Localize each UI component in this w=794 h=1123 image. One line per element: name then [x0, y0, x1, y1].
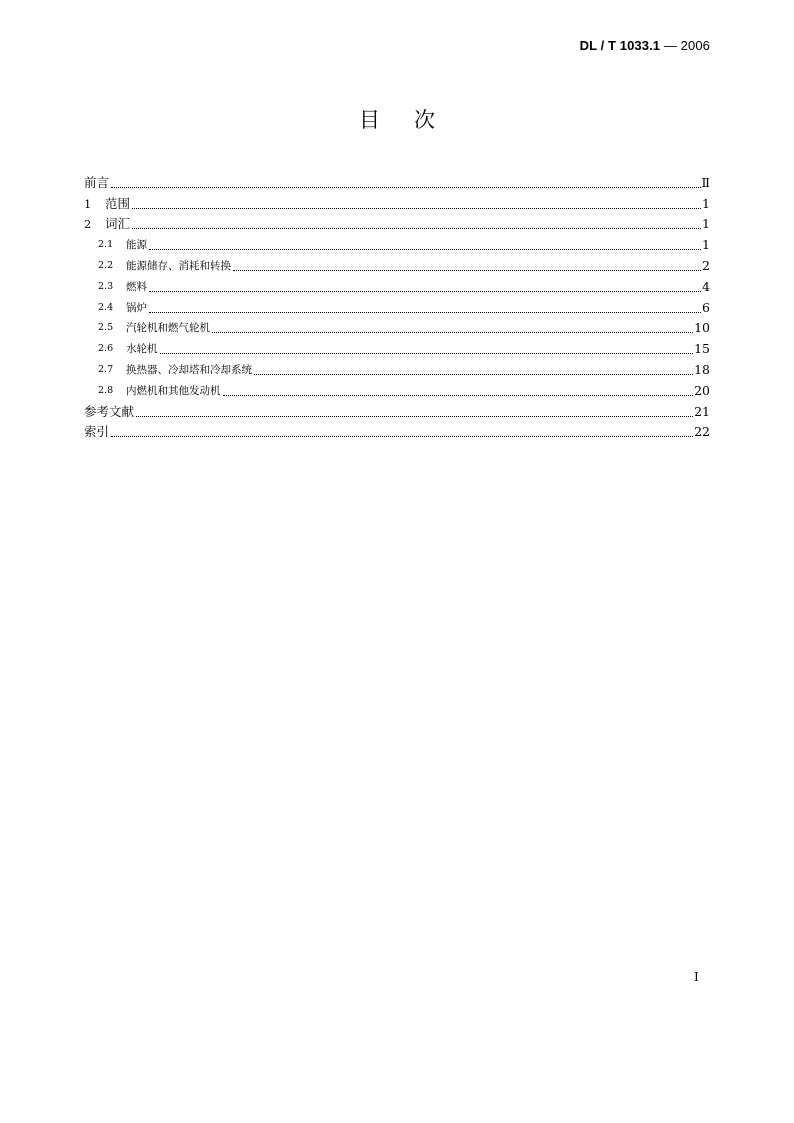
leader-dots [111, 435, 693, 437]
leader-dots [111, 186, 700, 188]
toc-entry-number: 2.4 [98, 301, 114, 313]
toc-entry-number: 2.1 [98, 239, 114, 251]
toc-entry-page: 21 [694, 403, 710, 419]
leader-dots [149, 311, 701, 313]
toc-entry-label: 索引 [84, 424, 110, 440]
toc-entry-label: 水轮机 [126, 343, 158, 356]
toc-entry-number: 2.3 [98, 280, 114, 292]
toc-entry-page: 22 [694, 424, 710, 440]
leader-dots [233, 269, 701, 271]
table-of-contents [84, 170, 710, 440]
toc-subentry[interactable] [84, 316, 710, 337]
toc-entry-references[interactable] [84, 399, 710, 420]
toc-entry-label: 参考文献 [84, 403, 135, 419]
toc-entry-page: 10 [694, 320, 710, 336]
leader-dots [149, 248, 701, 250]
toc-entry-page: 1 [702, 195, 710, 211]
page-number: I [694, 970, 699, 984]
toc-subentry[interactable] [84, 253, 710, 274]
leader-dots [160, 352, 694, 354]
toc-entry-number: 2.2 [98, 259, 114, 271]
toc-entry-number: 2.6 [98, 343, 114, 355]
leader-dots [136, 415, 693, 417]
standard-code: DL / T 1033.1 [579, 38, 661, 53]
leader-dots [223, 394, 694, 396]
toc-entry-label: 换热器、冷却塔和冷却系统 [126, 363, 252, 376]
toc-entry-label: 词汇 [105, 216, 131, 232]
toc-entry-label: 能源储存、消耗和转换 [126, 259, 231, 272]
toc-entry-label: 前言 [84, 174, 110, 190]
toc-entry-index[interactable] [84, 420, 710, 441]
leader-dots [254, 373, 693, 375]
leader-dots [212, 331, 693, 333]
toc-entry-page: 15 [694, 341, 710, 357]
toc-entry-page: 1 [702, 237, 710, 253]
standard-code-header [580, 38, 710, 53]
toc-entry-number: 1 [84, 196, 92, 211]
toc-entry-label: 能源 [126, 239, 147, 252]
toc-entry-page: 2 [702, 257, 710, 273]
toc-subentry[interactable] [84, 232, 710, 253]
toc-subentry[interactable] [84, 357, 710, 378]
toc-entry-number: 2.8 [98, 384, 114, 396]
toc-entry-number: 2.7 [98, 363, 114, 375]
toc-entry-label: 汽轮机和燃气轮机 [126, 322, 210, 335]
toc-entry-page: 20 [694, 382, 710, 398]
toc-subentry[interactable] [84, 378, 710, 399]
toc-entry-number: 2 [84, 217, 92, 232]
toc-subentry[interactable] [84, 295, 710, 316]
toc-entry-label: 内燃机和其他发动机 [126, 384, 221, 397]
toc-subentry[interactable] [84, 274, 710, 295]
leader-dots [132, 227, 701, 229]
toc-entry-page: 4 [702, 278, 710, 294]
toc-entry-page: 18 [694, 361, 710, 377]
leader-dots [149, 290, 701, 292]
toc-entry-page: 6 [702, 299, 710, 315]
toc-entry-page: Ⅱ [701, 174, 710, 190]
toc-entry-page: 1 [702, 216, 710, 232]
toc-entry-foreword[interactable] [84, 170, 710, 191]
standard-year: — 2006 [663, 38, 710, 53]
toc-entry-scope[interactable] [84, 191, 710, 212]
page-title: 目次 [359, 108, 469, 132]
leader-dots [132, 207, 701, 209]
toc-entry-label: 锅炉 [126, 301, 147, 314]
toc-entry-number: 2.5 [98, 322, 114, 334]
toc-entry-label: 范围 [105, 195, 131, 211]
toc-entry-label: 燃料 [126, 280, 147, 293]
toc-entry-vocabulary[interactable] [84, 212, 710, 233]
toc-subentry[interactable] [84, 336, 710, 357]
